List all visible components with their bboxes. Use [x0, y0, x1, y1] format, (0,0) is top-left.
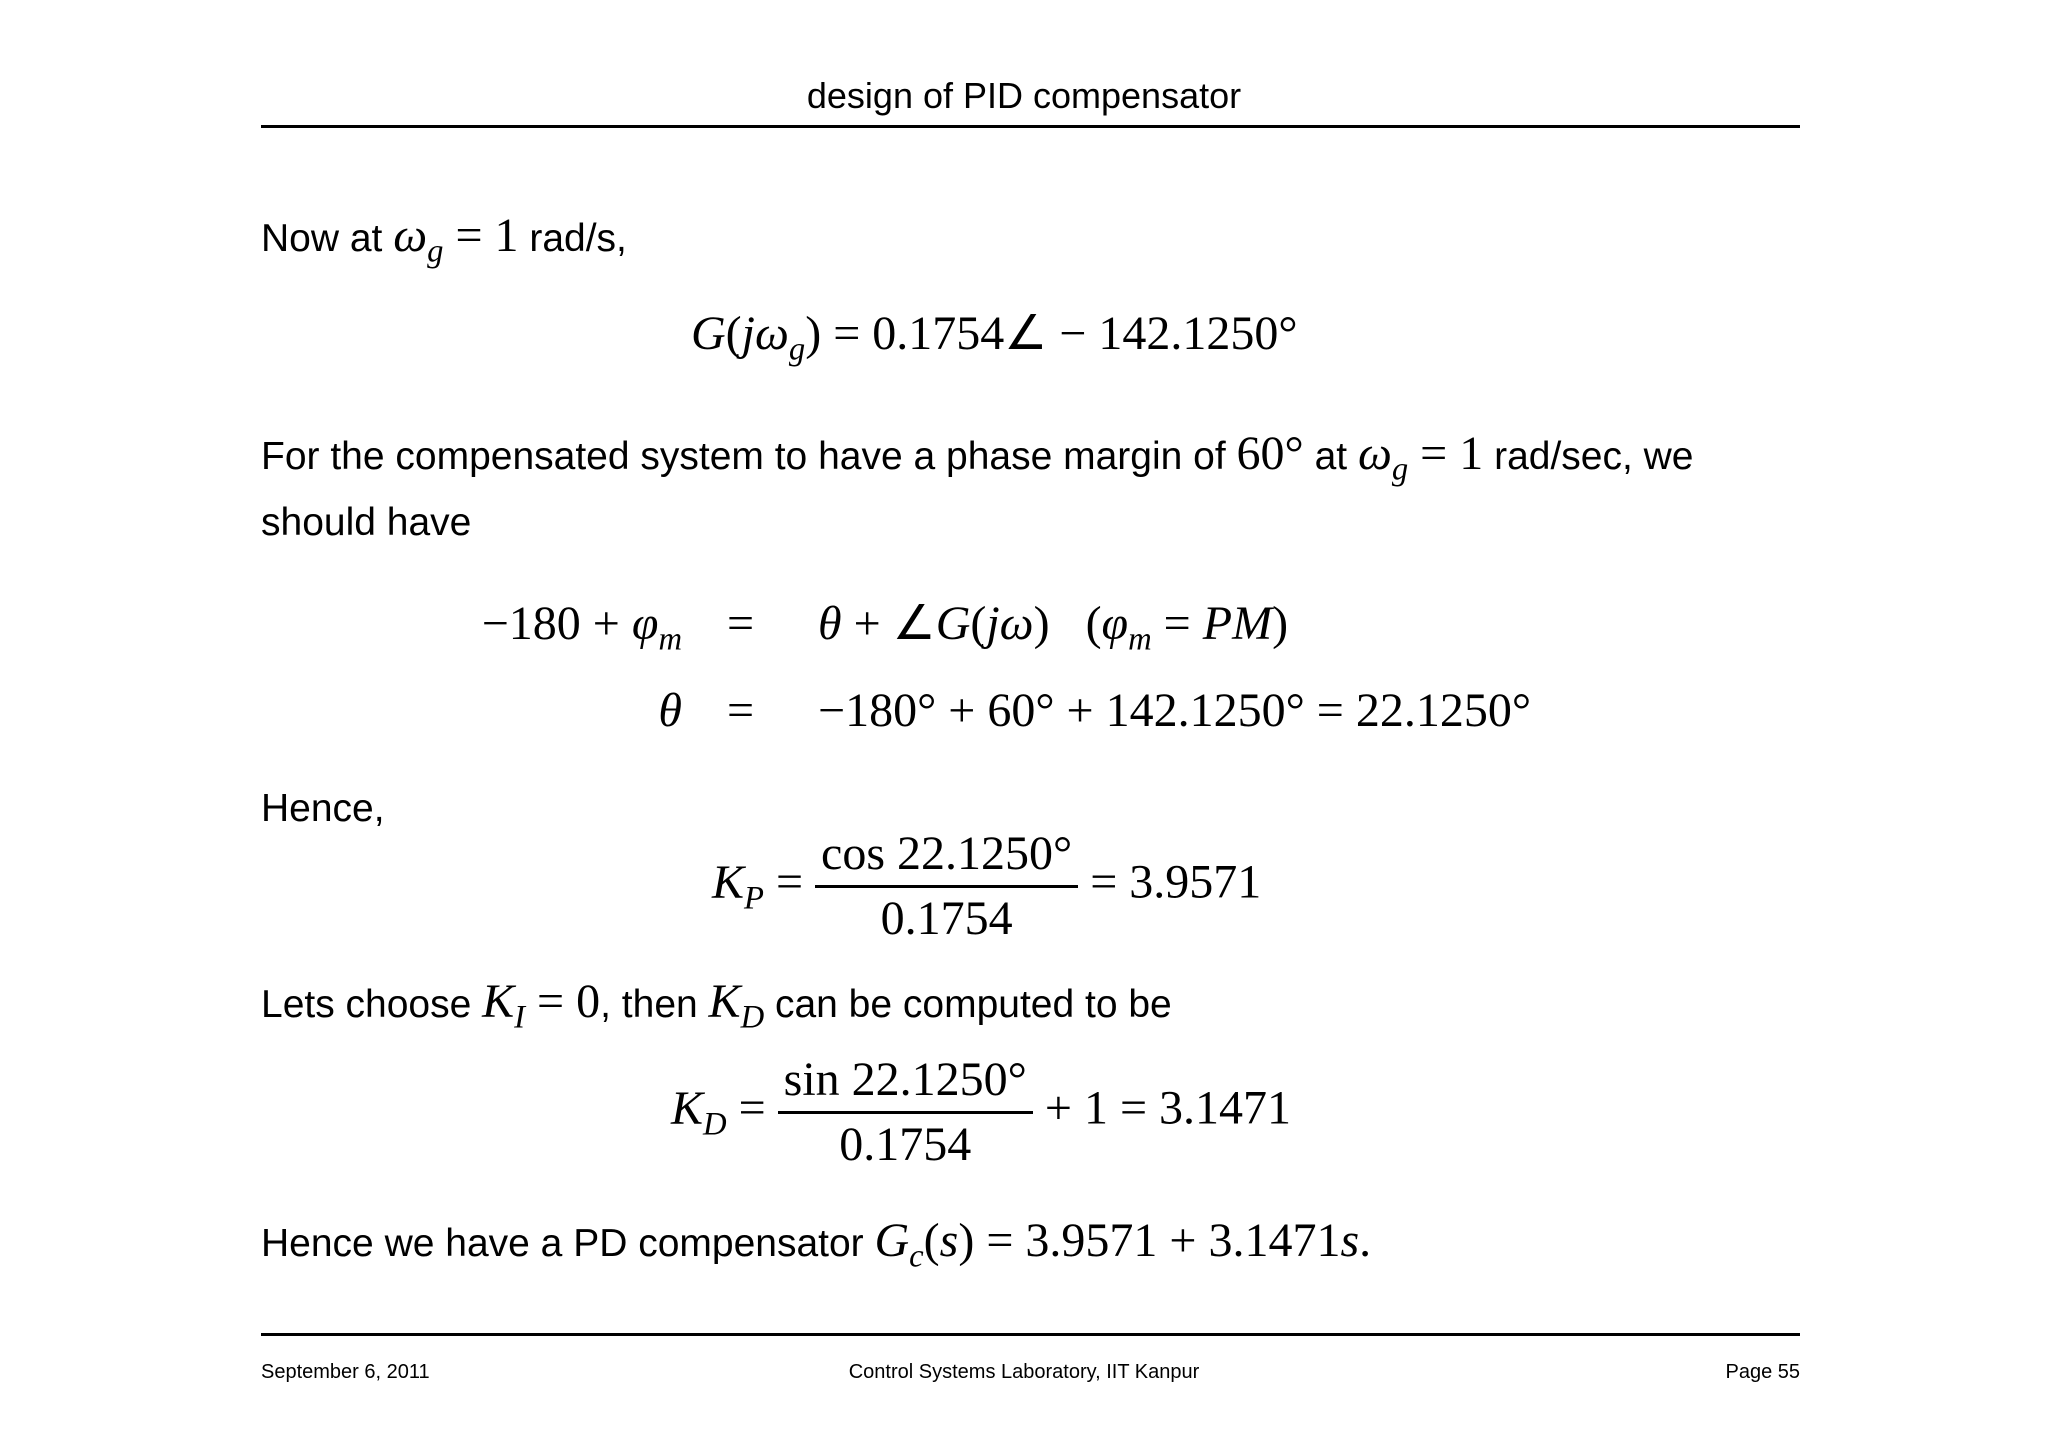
lets-choose-sentence: Lets choose $K_I = 0$, then $K_D$ can be computed to be [261, 975, 1172, 1036]
kp-numerator: cos 22.1250° [815, 823, 1078, 888]
kp-denominator: 0.1754 [880, 892, 1013, 945]
footer-page-number: Page 55 [1725, 1361, 1800, 1383]
equation-kp: $K_P$ = $\frac{\cos 22.1250^\circ}{0.1754}$ = 3.9571 [712, 823, 1261, 950]
phase-margin-sentence: For the compensated system to have a phase margin of 60° at $\omega_g = 1$ rad/sec, we [261, 427, 1694, 488]
kp-result: = 3.9571 [1090, 855, 1262, 909]
eq1-lhs: $-180 + \varphi_m$ [481, 597, 682, 658]
footer-lab: Control Systems Laboratory, IIT Kanpur [848, 1361, 1200, 1383]
kd-numerator: sin 22.1250° [778, 1049, 1033, 1114]
eq2-equals: = [727, 684, 755, 737]
footer-date: September 6, 2011 [261, 1361, 430, 1383]
eq2-lhs: θ [658, 684, 682, 737]
footer-rule [261, 1333, 1800, 1336]
hence-label: Hence, [261, 787, 385, 830]
eq1-rhs: θ + ∠G(jω) $(\varphi_m = PM)$ [818, 597, 1289, 658]
equation-kd: $K_D$ = $\frac{\sin 22.1250^\circ}{0.1754}$ + 1 = 3.1471 [671, 1049, 1291, 1176]
kd-denominator: 0.1754 [839, 1118, 972, 1171]
eq1-equals: = [727, 597, 755, 650]
intro-line: Now at $\omega_g = 1$ rad/s, [261, 209, 627, 270]
eq2-rhs: −180° + 60° + 142.1250° = 22.1250° [818, 684, 1532, 737]
pd-compensator-sentence: Hence we have a PD compensator $G_c(s) = 3.9571 + 3.1471s$. [261, 1214, 1372, 1275]
kd-result: + 1 = 3.1471 [1044, 1081, 1292, 1135]
page-title: design of PID compensator [806, 75, 1242, 116]
equation-g-jwg: $G(j\omega_g)$ = 0.1754∠ − 142.1250° [691, 307, 1298, 368]
phase-margin-sentence-cont: should have [261, 501, 472, 544]
header-rule [261, 125, 1800, 128]
